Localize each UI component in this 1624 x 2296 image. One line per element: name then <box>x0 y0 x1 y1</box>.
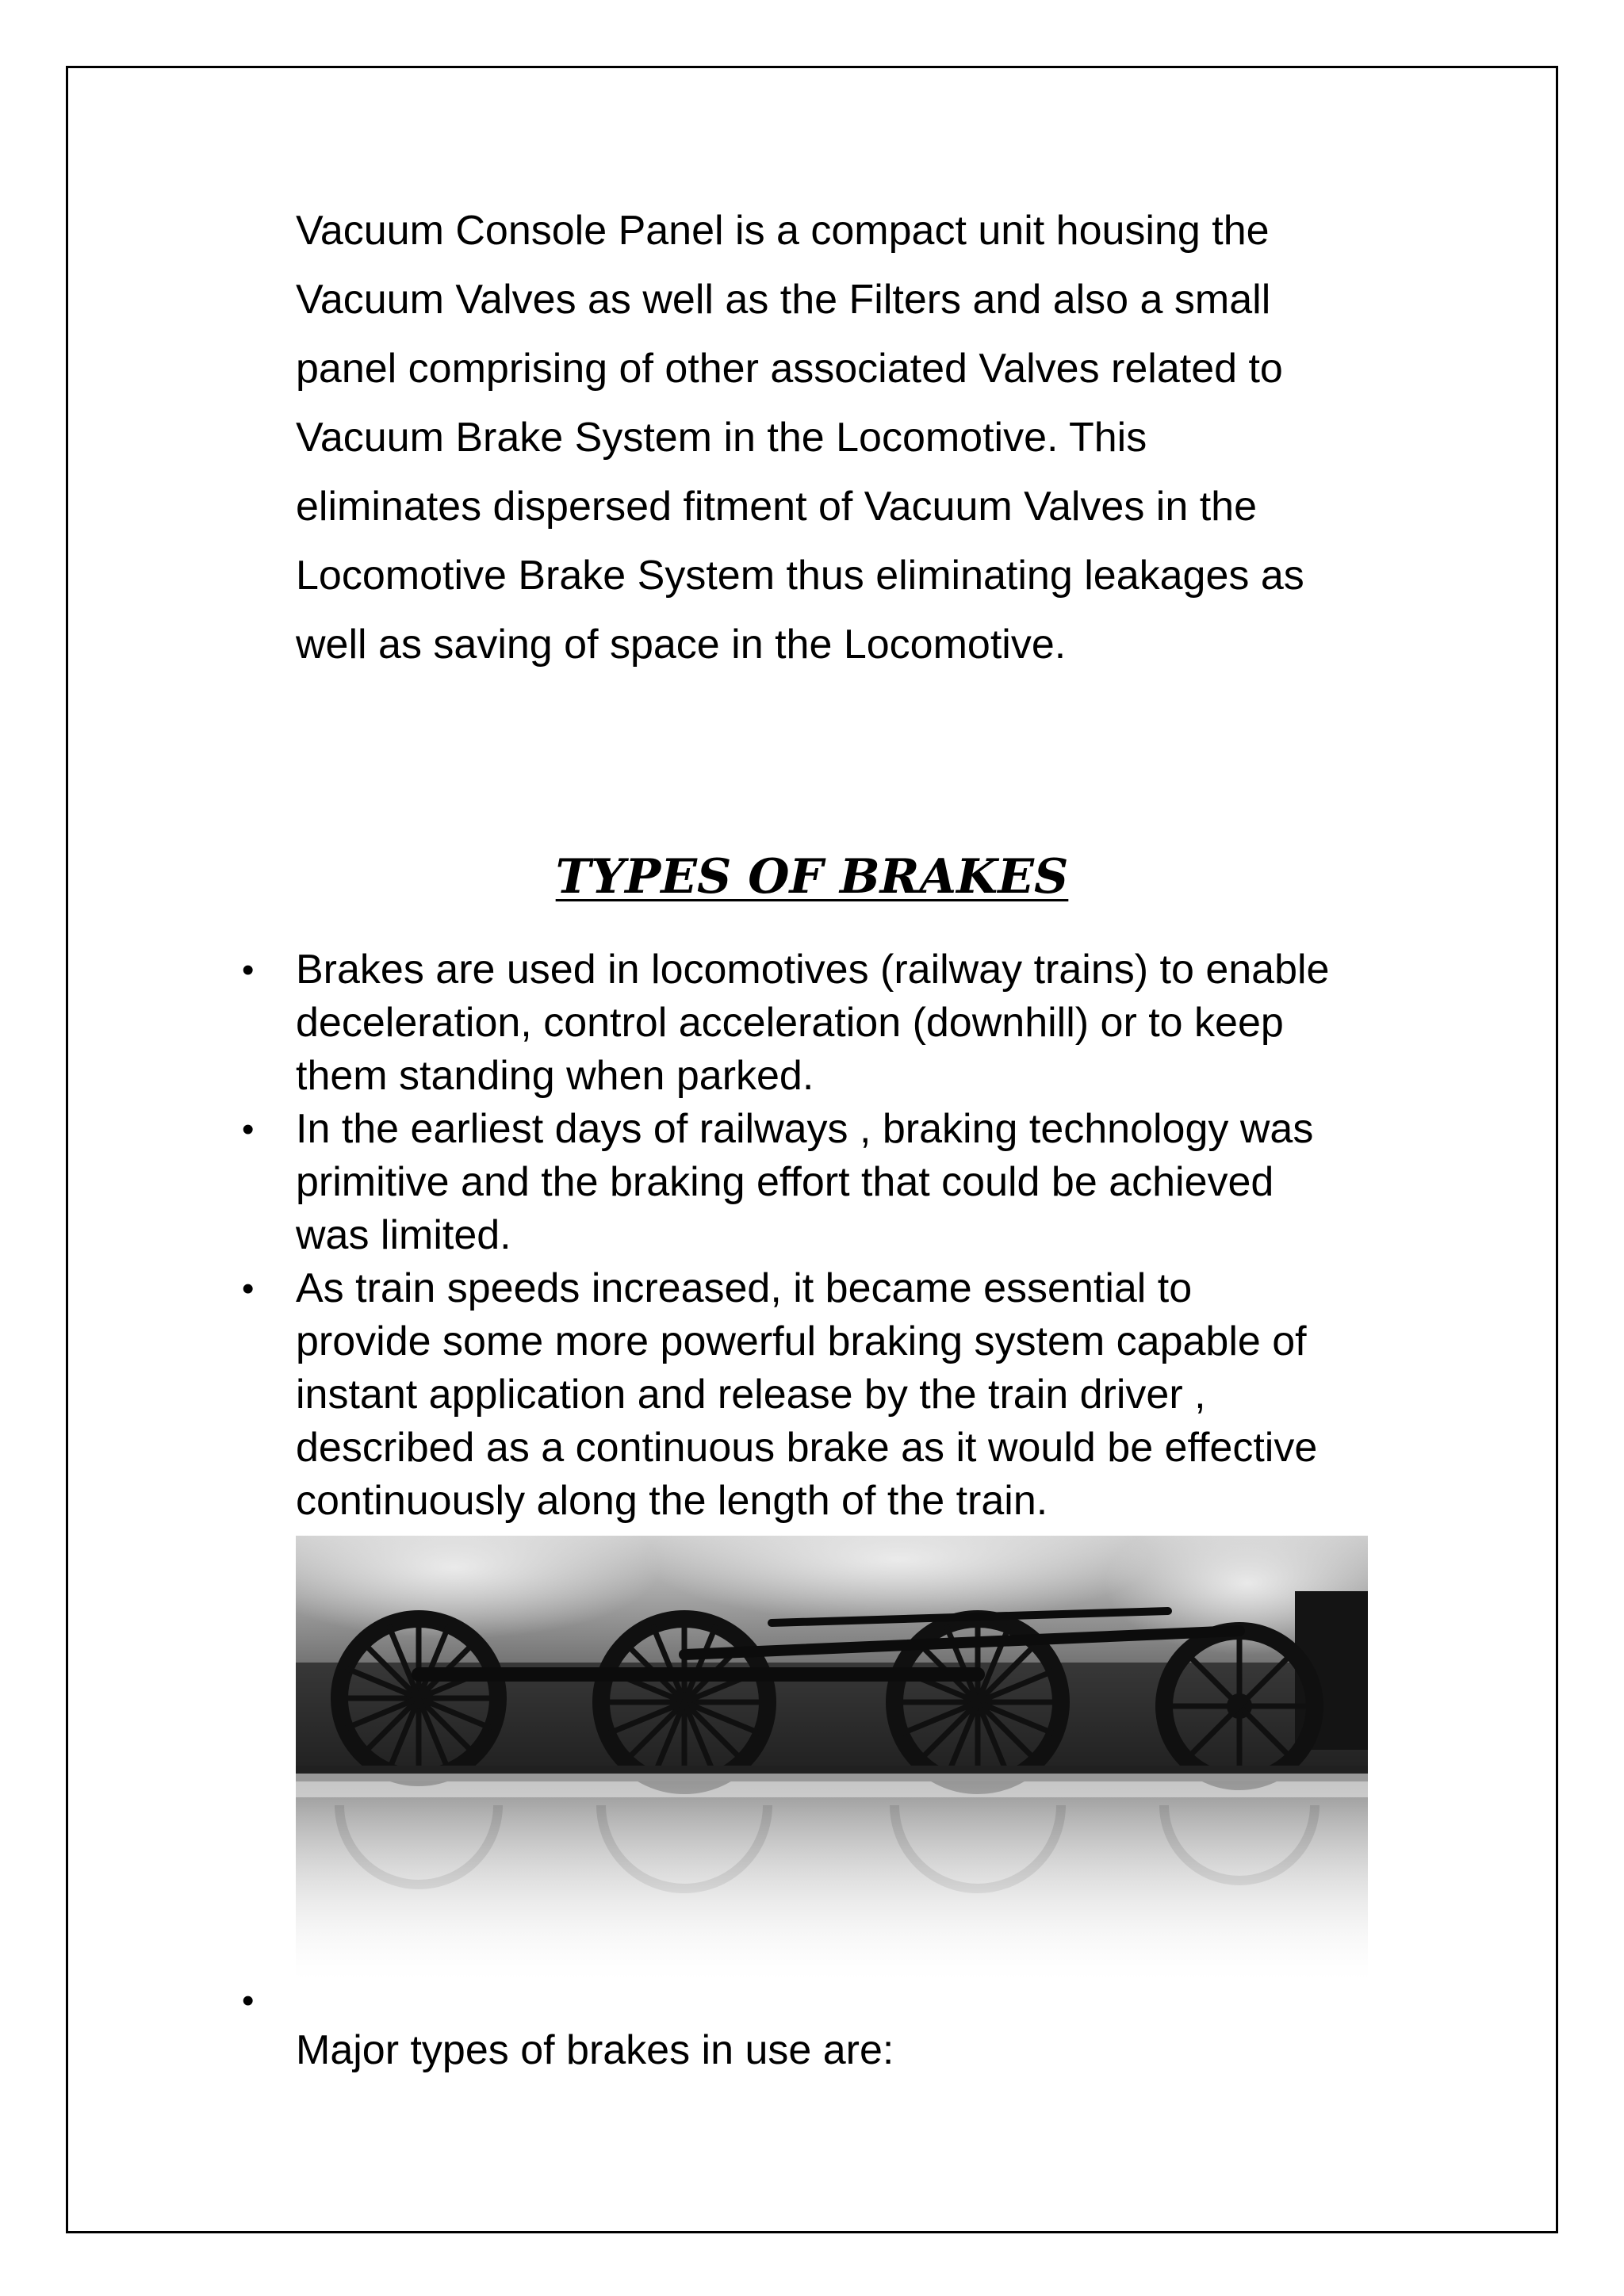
intro-line: panel comprising of other associated Valves related to <box>296 346 1283 392</box>
bullet-line: described as a continuous brake as it would be effective <box>296 1425 1318 1471</box>
final-line: Major types of brakes in use are: <box>296 2027 894 2073</box>
bullet-line: As train speeds increased, it became essential to <box>296 1265 1193 1311</box>
intro-line: eliminates dispersed fitment of Vacuum Valves in the <box>296 484 1257 530</box>
bullet-line: them standing when parked. <box>296 1053 814 1099</box>
section-heading-text: TYPES OF BRAKES <box>555 849 1069 905</box>
bullet-dot: • <box>242 1269 255 1308</box>
bullet-item <box>0 1103 1624 1262</box>
intro-paragraph <box>296 197 1469 679</box>
bullet-line: instant application and release by the train driver , <box>296 1372 1206 1418</box>
intro-line: well as saving of space in the Locomotive. <box>296 622 1067 668</box>
bullet-dot: • <box>242 1981 255 2020</box>
bullet-line: continuously along the length of the train. <box>296 1478 1048 1524</box>
photo-fade <box>296 1536 1368 1981</box>
bullet-dot: • <box>242 1110 255 1149</box>
bullet-line: primitive and the braking effort that could be achieved <box>296 1159 1274 1205</box>
bullet-line: was limited. <box>296 1212 511 1258</box>
bullet-item <box>0 943 1624 1103</box>
intro-line: Locomotive Brake System thus eliminating leakages as <box>296 553 1304 599</box>
intro-line: Vacuum Brake System in the Locomotive. This <box>296 415 1147 461</box>
intro-line: Vacuum Console Panel is a compact unit housing the <box>296 208 1270 254</box>
bullet-line: provide some more powerful braking system capable of <box>296 1318 1307 1364</box>
bullet-line: deceleration, control acceleration (downhill) or to keep <box>296 1000 1284 1046</box>
intro-line: Vacuum Valves as well as the Filters and also a small <box>296 277 1271 323</box>
bullet-line: Brakes are used in locomotives (railway trains) to enable <box>296 947 1330 993</box>
locomotive-wheels-photo <box>296 1536 1368 1981</box>
bullet-dot: • <box>242 951 255 989</box>
bullet-item <box>0 1262 1624 1528</box>
locomotive-wheels-illustration <box>296 1536 1368 1981</box>
bullet-line: In the earliest days of railways , braking technology was <box>296 1106 1314 1152</box>
bullet-list <box>0 943 1624 1528</box>
section-heading <box>0 845 1624 909</box>
